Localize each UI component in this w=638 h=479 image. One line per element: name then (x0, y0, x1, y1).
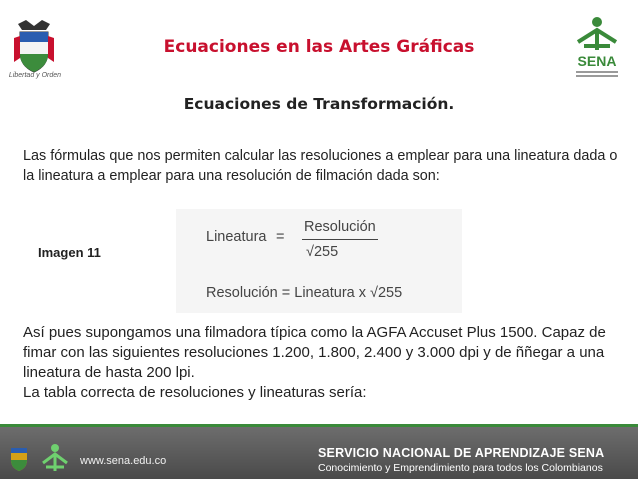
formula-denominator: √255 (306, 244, 339, 260)
body-text-2: La tabla correcta de resoluciones y lineaturas sería: (23, 384, 367, 401)
fraction-bar (302, 239, 378, 240)
intro-text: Las fórmulas que nos permiten calcular las resoluciones a emplear para una lineatura dada o la lineatura a emplear para una resolución de filmación dada son: (23, 148, 618, 184)
body-paragraph (23, 323, 623, 403)
footer-sena-logo-icon (38, 443, 72, 473)
body-text-1: Así pues supongamos una filmadora típica como la AGFA Accuset Plus 1500. Capaz de fimar con las siguientes resoluciones 1.200, 1.800, 2.400 y 3.000 dpi y de ññegar a una lineatura de hasta 200 lpi. (23, 324, 606, 381)
footer-stripe (0, 424, 638, 427)
section-subtitle: Ecuaciones de Transformación. (183, 95, 455, 113)
footer-organization: SERVICIO NACIONAL DE APRENDIZAJE SENA (318, 446, 605, 460)
footer-coat-of-arms-icon (8, 444, 30, 472)
intro-paragraph (23, 146, 623, 186)
footer-slogan: Conocimiento y Emprendimiento para todos los Colombianos (318, 462, 603, 474)
formula-lineatura: Lineatura (206, 229, 267, 245)
svg-text:SENA: SENA (577, 53, 617, 69)
formula-equals: = (276, 229, 285, 245)
footer-url-link[interactable]: www.sena.edu.co (80, 455, 167, 467)
formula-numerator: Resolución (304, 219, 376, 235)
image-label: Imagen 11 (38, 245, 101, 260)
coat-caption: Libertad y Orden (8, 72, 62, 79)
page-title: Ecuaciones en las Artes Gráficas (163, 37, 475, 57)
formula-resolucion: Resolución = Lineatura x √255 (206, 285, 403, 301)
